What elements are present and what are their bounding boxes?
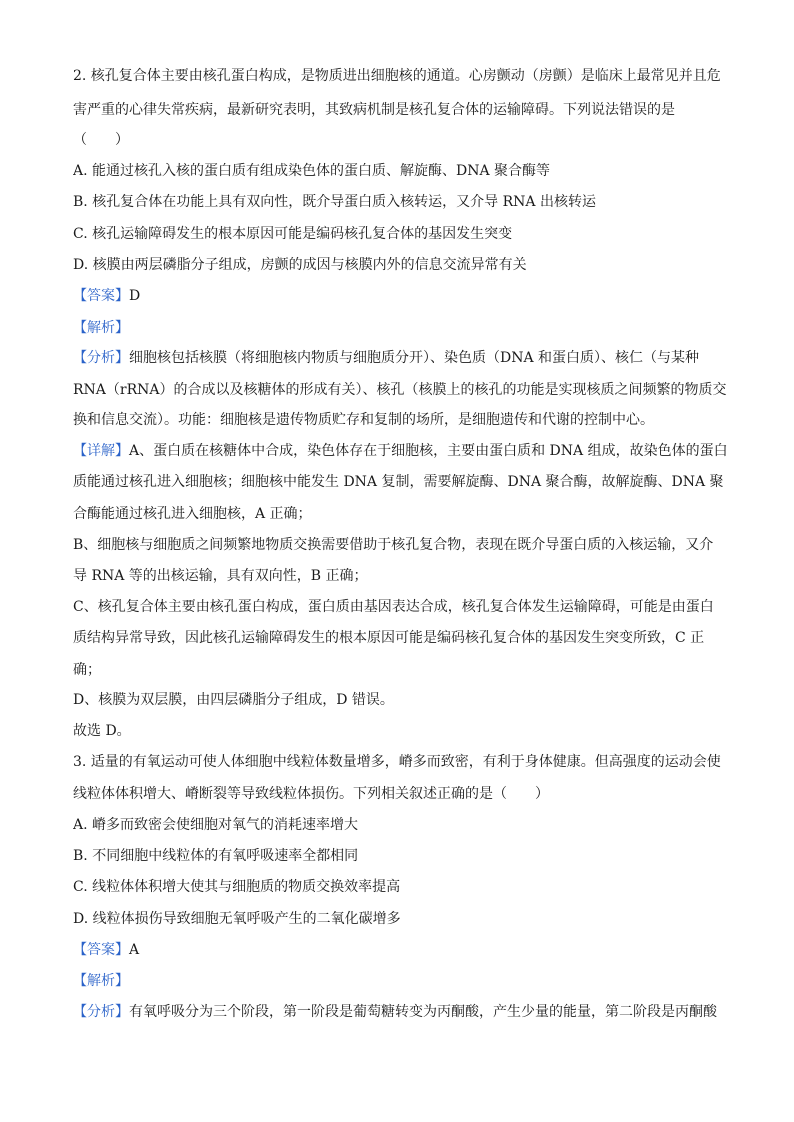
q2-option-c: C. 核孔运输障碍发生的根本原因可能是编码核孔复合体的基因发生突变 [73,226,513,242]
q2-conclusion: 故选 D。 [73,723,131,739]
xiangjie-tag: 【详解】 [73,443,129,459]
q3-option-c: C. 线粒体体积增大使其与细胞质的物质交换效率提高 [73,879,401,895]
q2-option-a: A. 能通过核孔入核的蛋白质有组成染色体的蛋白质、解旋酶、DNA 聚合酶等 [73,163,551,179]
analysis-tag: 【解析】 [73,320,129,336]
q2-stem-line-1: 2. 核孔复合体主要由核孔蛋白构成，是物质进出细胞核的通道。心房颤动（房颤）是临床上最常见并且危 [73,68,721,84]
q3-fenxi-text-1: 有氧呼吸分为三个阶段，第一阶段是葡萄糖转变为丙酮酸，产生少量的能量，第二阶段是丙酮酸 [129,1004,717,1020]
q2-analysis-heading [73,318,733,338]
q3-option-a: A. 嵴多而致密会使细胞对氧气的消耗速率增大 [73,817,359,833]
q3-option-d: D. 线粒体损伤导致细胞无氧呼吸产生的二氧化碳增多 [73,911,401,927]
q2-xiangjie-line-1 [73,441,733,461]
q2-b-line-2: 导 RNA 等的出核运输，具有双向性，B 正确； [73,568,368,584]
q2-fenxi-line-3: 换和信息交流）。功能：细胞核是遗传物质贮存和复制的场所，是细胞遗传和代谢的控制中心。 [73,412,654,428]
answer-tag: 【答案】 [73,288,129,304]
q2-stem-line-2: 害严重的心律失常疾病，最新研究表明，其致病机制是核孔复合体的运输障碍。下列说法错误的是 [73,102,675,118]
q2-fenxi-line-2: RNA（rRNA）的合成以及核糖体的形成有关）、核孔（核膜上的核孔的功能是实现核质之间频繁的物质交 [73,382,727,398]
fenxi-tag: 【分析】 [73,1004,129,1020]
q2-xiangjie-line-2: 质能通过核孔进入细胞核；细胞核中能发生 DNA 复制，需要解旋酶、DNA 聚合酶，故解旋酶、DNA 聚 [73,474,724,490]
q2-c-line-2: 质结构异常导致，因此核孔运输障碍发生的根本原因可能是编码核孔复合体的基因发生突变所致，C 正 [73,630,705,646]
q3-answer-value: A [129,942,140,958]
q2-fenxi-text-1: 细胞核包括核膜（将细胞核内物质与细胞质分开）、染色质（DNA 和蛋白质）、核仁（与某种 [129,350,700,366]
q2-c-line-1: C、核孔复合体主要由核孔蛋白构成，蛋白质由基因表达合成，核孔复合体发生运输障碍，可能是由蛋白 [73,599,714,615]
q3-option-b: B. 不同细胞中线粒体的有氧呼吸速率全都相同 [73,848,359,864]
answer-tag: 【答案】 [73,942,129,958]
q2-option-b: B. 核孔复合体在功能上具有双向性，既介导蛋白质入核转运，又介导 RNA 出核转运 [73,194,596,210]
q3-stem-line-1: 3. 适量的有氧运动可使人体细胞中线粒体数量增多，嵴多而致密，有利于身体健康。但高强度的运动会使 [73,754,721,770]
q2-xiangjie-line-3: 合酶能通过核孔进入细胞核，A 正确； [73,506,312,522]
q2-fenxi-line-1 [73,348,733,368]
q3-answer-line [73,940,733,960]
analysis-tag: 【解析】 [73,973,129,989]
q2-answer-blank: （ ） [73,132,129,148]
q2-c-line-3: 确； [73,662,101,678]
q2-d-line-1: D、核膜为双层膜，由四层磷脂分子组成，D 错误。 [73,692,394,708]
fenxi-tag: 【分析】 [73,350,129,366]
q2-xiangjie-text-1: A、蛋白质在核糖体中合成，染色体存在于细胞核，主要由蛋白质和 DNA 组成，故染色体的蛋白 [129,443,728,459]
q2-answer-line [73,286,733,306]
q2-answer-value: D [129,288,141,304]
q3-analysis-heading [73,971,733,991]
q2-b-line-1: B、细胞核与细胞质之间频繁地物质交换需要借助于核孔复合物，表现在既介导蛋白质的入核运输，又介 [73,537,714,553]
q3-stem-line-2: 线粒体体积增大、嵴断裂等导致线粒体损伤。下列相关叙述正确的是（ ） [73,786,549,802]
q3-fenxi-line-1 [73,1002,733,1022]
q2-option-d: D. 核膜由两层磷脂分子组成，房颤的成因与核膜内外的信息交流异常有关 [73,257,527,273]
